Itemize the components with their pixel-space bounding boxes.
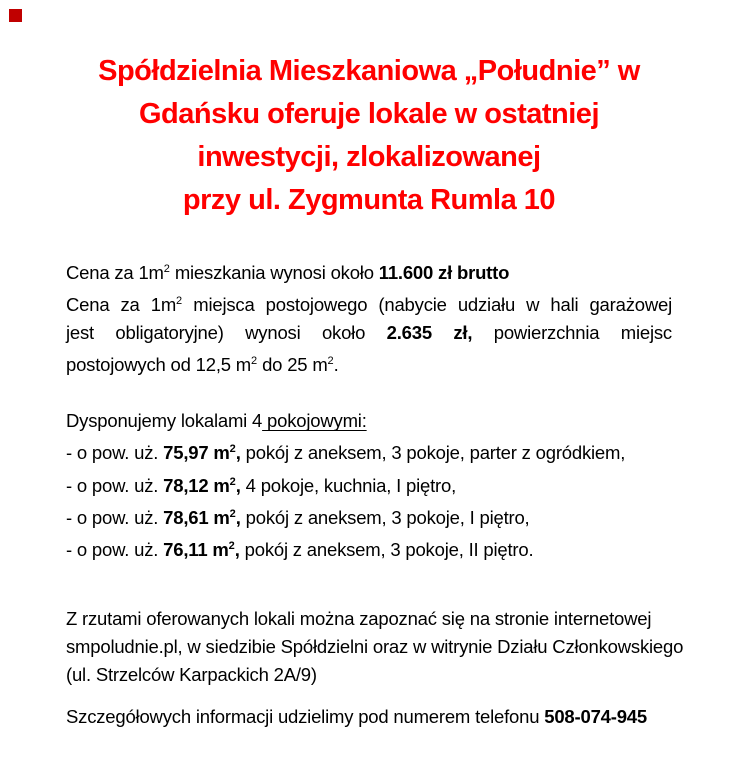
title-line-4: przy ul. Zygmunta Rumla 10	[182, 184, 556, 216]
item-area-comma: ,	[235, 506, 241, 528]
superscript-2: 2	[228, 539, 235, 552]
item-prefix: - o pow. uż.	[66, 539, 164, 561]
offer-section	[66, 407, 672, 564]
superscript-2: 2	[251, 355, 258, 368]
contact-section	[66, 703, 672, 731]
parking-price-line-2	[66, 319, 672, 347]
pricing-section	[66, 255, 672, 379]
apartment-price-mid: mieszkania wynosi około	[169, 262, 379, 284]
offer-item-2	[66, 468, 672, 500]
info-line-1: Z rzutami oferowanych lokali można zapoznać się na stronie internetowej	[66, 608, 652, 630]
superscript-2: 2	[176, 295, 183, 308]
parking-area-text: powierzchnia miejsc	[472, 322, 672, 344]
superscript-2: 2	[327, 355, 334, 368]
offer-heading-underlined: pokojowymi:	[262, 410, 367, 432]
parking-price-line-3	[66, 347, 672, 379]
offer-heading	[66, 407, 672, 435]
superscript-2: 2	[163, 263, 170, 275]
parking-range-b: do 25 m	[257, 354, 328, 376]
info-line-2: smpoludnie.pl, w siedzibie Spółdzielni oraz w witrynie Działu Członkowskiego	[66, 636, 684, 658]
info-line-3: (ul. Strzelców Karpackich 2A/9)	[66, 664, 317, 686]
item-description: pokój z aneksem, 3 pokoje, parter z ogródkiem,	[240, 442, 626, 464]
item-description: pokój z aneksem, 3 pokoje, II piętro.	[239, 539, 534, 561]
contact-text: Szczegółowych informacji udzielimy pod numerem telefonu	[66, 706, 545, 728]
title-line-1: Spółdzielnia Mieszkaniowa „Południe” w	[98, 55, 640, 87]
parking-condition-text: jest obligatoryjne) wynosi około	[66, 322, 387, 344]
parking-price-text: miejsca postojowego (nabycie udziału w hali garażowej	[182, 294, 672, 316]
parking-range-a: postojowych od 12,5 m	[66, 354, 252, 376]
item-prefix: - o pow. uż.	[66, 442, 164, 464]
offer-item-1	[66, 435, 672, 467]
offer-item-4	[66, 532, 672, 564]
contact-line	[66, 703, 672, 731]
page-title	[0, 0, 738, 222]
title-line-3: inwestycji, zlokalizowanej	[197, 141, 541, 173]
apartment-price-line	[66, 255, 672, 287]
item-area-value: 78,61 m	[163, 506, 230, 528]
item-area-comma: ,	[235, 474, 241, 496]
superscript-2: 2	[229, 475, 236, 488]
title-line-2: Gdańsku oferuje lokale w ostatniej	[138, 98, 599, 130]
info-section	[66, 605, 684, 689]
apartment-price-pre: Cena za 1m	[66, 262, 164, 284]
parking-price-line-1	[66, 287, 672, 319]
item-area-value: 75,97 m	[163, 442, 230, 464]
superscript-2: 2	[229, 443, 236, 456]
offer-item-3	[66, 500, 672, 532]
item-area-value: 78,12 m	[163, 474, 230, 496]
offer-heading-text: Dysponujemy lokalami 4	[66, 410, 263, 432]
item-prefix: - o pow. uż.	[66, 474, 164, 496]
red-square-marker	[9, 9, 22, 22]
parking-price-pre: Cena za 1m	[66, 294, 177, 316]
apartment-price-value: 11.600 zł brutto	[378, 262, 510, 284]
item-description: 4 pokoje, kuchnia, I piętro,	[240, 474, 457, 496]
item-description: pokój z aneksem, 3 pokoje, I piętro,	[240, 506, 530, 528]
item-prefix: - o pow. uż.	[66, 506, 164, 528]
item-area-comma: ,	[235, 442, 241, 464]
superscript-2: 2	[229, 507, 236, 520]
parking-range-end: .	[333, 354, 339, 376]
item-area-comma: ,	[234, 539, 240, 561]
phone-number: 508-074-945	[544, 706, 647, 728]
item-area-value: 76,11 m	[163, 539, 229, 561]
parking-price-value: 2.635 zł,	[386, 322, 473, 344]
